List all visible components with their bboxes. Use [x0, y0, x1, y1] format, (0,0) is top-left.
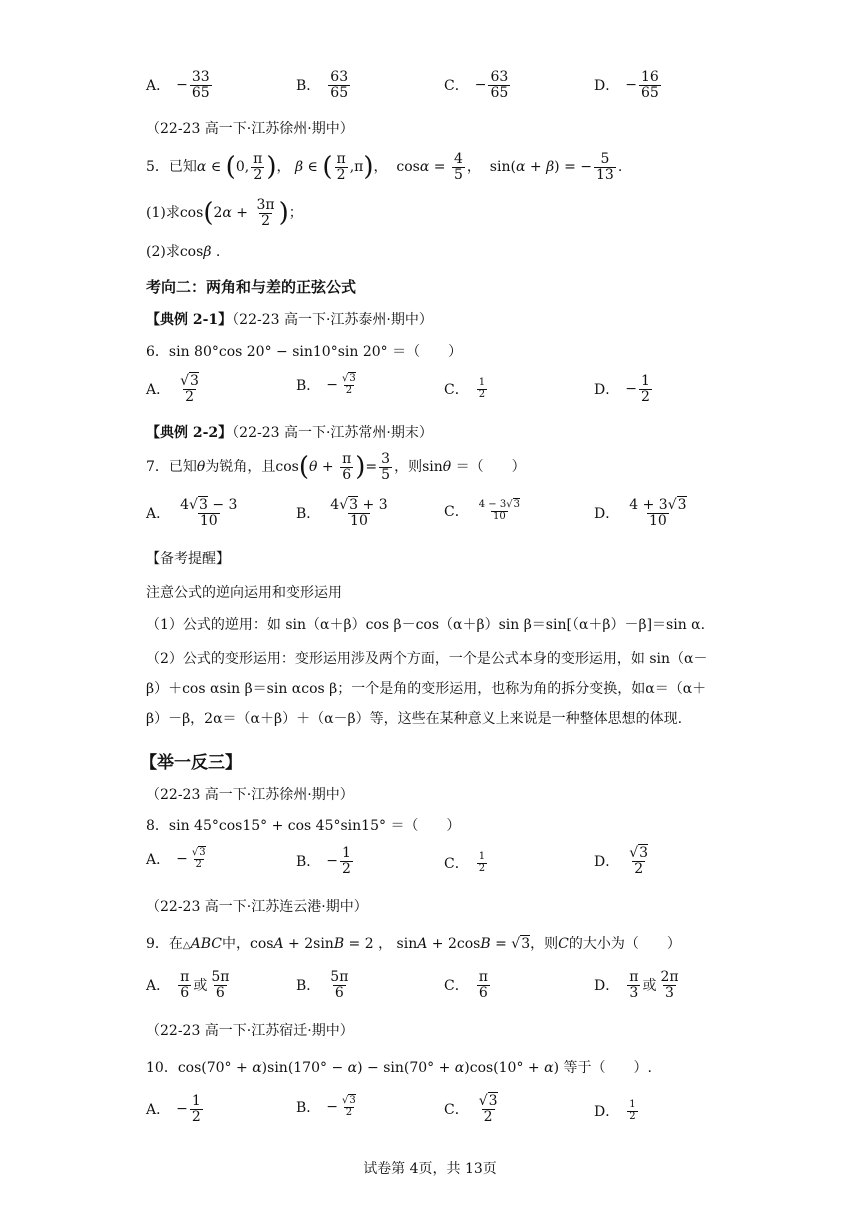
q4-option-c: C． − $\frac{63}{65}$: [444, 69, 509, 101]
q5-part1: (1)求 cos ( 2 α + $\frac{3\pi}{2}$ ) ；: [146, 197, 303, 229]
q6-option-a: A． $\frac{√3}{2}$: [146, 373, 199, 405]
q4-option-a: A． − $\frac{33}{65}$: [146, 69, 210, 101]
q4-option-d: D． − $\frac{16}{65}$: [594, 69, 659, 101]
reminder-point-2: （2）公式的变形运用：变形运用涉及两个方面，一个是公式本身的变形运用，如 sin（α－β）＋cos αsin β＝sin αcos β；一个是角的变形运用，也称为角的拆分变换，如α＝（α＋β）－β，2α＝（α＋β）＋（α－β）等，这些在某种意义上来说是一种整体思想的体现.: [146, 651, 708, 727]
reminder-point-1: （1）公式的逆用：如 sin（α＋β）cos β－cos（α＋β）sin β＝sin[（α＋β）－β]＝sin α.: [146, 617, 706, 633]
q7-option-b: B． $\frac{4√3 + 3}{10}$: [296, 497, 388, 529]
q6-stem: 6．sin 80°cos 20° − sin10°sin 20° ＝（ ）: [146, 344, 463, 360]
q6-option-d: D． − $\frac{1}{2}$: [594, 373, 650, 405]
q5-part2: (2)求cosβ .: [146, 244, 221, 260]
q10-option-b: B． − $\frac{√3}{2}$: [296, 1095, 356, 1118]
q9-option-d: D． $\frac{\pi}{3}$ 或 $\frac{2\pi}{3}$: [594, 969, 679, 1001]
q9-option-c: C． $\frac{\pi}{6}$: [444, 969, 488, 1001]
q5-source: （22-23 高一下·江苏徐州·期中）: [146, 121, 354, 137]
q9-stem: 9．在△ABC中，cosA + 2sinB = 2 ， sinA + 2cosB = √3，则C的大小为（ ）: [146, 936, 681, 952]
q9-option-b: B． $\frac{5\pi}{6}$: [296, 969, 349, 1001]
q7-option-c: C． $\frac{4 - 3√3}{10}$: [444, 499, 520, 522]
q8-stem: 8．sin 45°cos15° + cos 45°sin15° ＝（ ）: [146, 818, 461, 834]
q10-option-d: D． $\frac{1}{2}$: [594, 1099, 636, 1122]
example-2-1-header: 【典例 2-1】（22-23 高一下·江苏泰州·期中）: [146, 312, 433, 328]
section-heading: 考向二：两角和与差的正弦公式: [146, 278, 357, 296]
q6-option-b: B． − $\frac{√3}{2}$: [296, 373, 356, 396]
q10-option-a: A． − $\frac{1}{2}$: [146, 1093, 201, 1125]
practice-heading: 【举一反三】: [140, 753, 242, 773]
q7-option-a: A． $\frac{4√3 - 3}{10}$: [146, 497, 238, 529]
q10-option-c: C． $\frac{√3}{2}$: [444, 1093, 498, 1125]
q8-source: （22-23 高一下·江苏徐州·期中）: [146, 787, 354, 803]
q6-option-c: C． $\frac{1}{2}$: [444, 377, 486, 400]
q8-option-c: C． $\frac{1}{2}$: [444, 851, 486, 874]
q8-option-a: A． − $\frac{√3}{2}$: [146, 847, 206, 870]
example-2-2-header: 【典例 2-2】（22-23 高一下·江苏常州·期末）: [146, 425, 433, 441]
q7-stem: 7． 已知 θ 为锐角，且 cos ( θ + $\frac{\pi}{6}$ ) = $\frac{3}{5}$ ，则 sin θ ＝（ ）: [146, 451, 526, 483]
q7-option-d: D． $\frac{4 + 3√3}{10}$: [594, 497, 687, 529]
q10-stem: 10．cos(70° + α)sin(170° − α) − sin(70° + α)cos(10° + α) 等于（ ）.: [146, 1060, 652, 1076]
q10-source: （22-23 高一下·江苏宿迁·期中）: [146, 1023, 354, 1039]
reminder-tag: 【备考提醒】: [146, 551, 230, 567]
q8-option-b: B． − $\frac{1}{2}$: [296, 845, 351, 877]
reminder-intro: 注意公式的逆向运用和变形运用: [146, 585, 342, 601]
q9-source: （22-23 高一下·江苏连云港·期中）: [146, 899, 368, 915]
q4-option-b: B． $\frac{63}{65}$: [296, 69, 349, 101]
page-footer: 试卷第 4页，共 13页: [363, 1161, 497, 1177]
q5-stem: 5． 已知 α ∈ ( 0, $\frac{\pi}{2}$ ) ， β ∈ ( $\frac{\pi}{2}$ ,π ) ， cos α = $\frac{4}{5}$ ， sin( α + β ) = − $\frac{5}{13}$ .: [146, 151, 623, 183]
q9-option-a: A． $\frac{\pi}{6}$ 或 $\frac{5\pi}{6}$: [146, 969, 230, 1001]
q8-option-d: D． $\frac{√3}{2}$: [594, 845, 649, 877]
